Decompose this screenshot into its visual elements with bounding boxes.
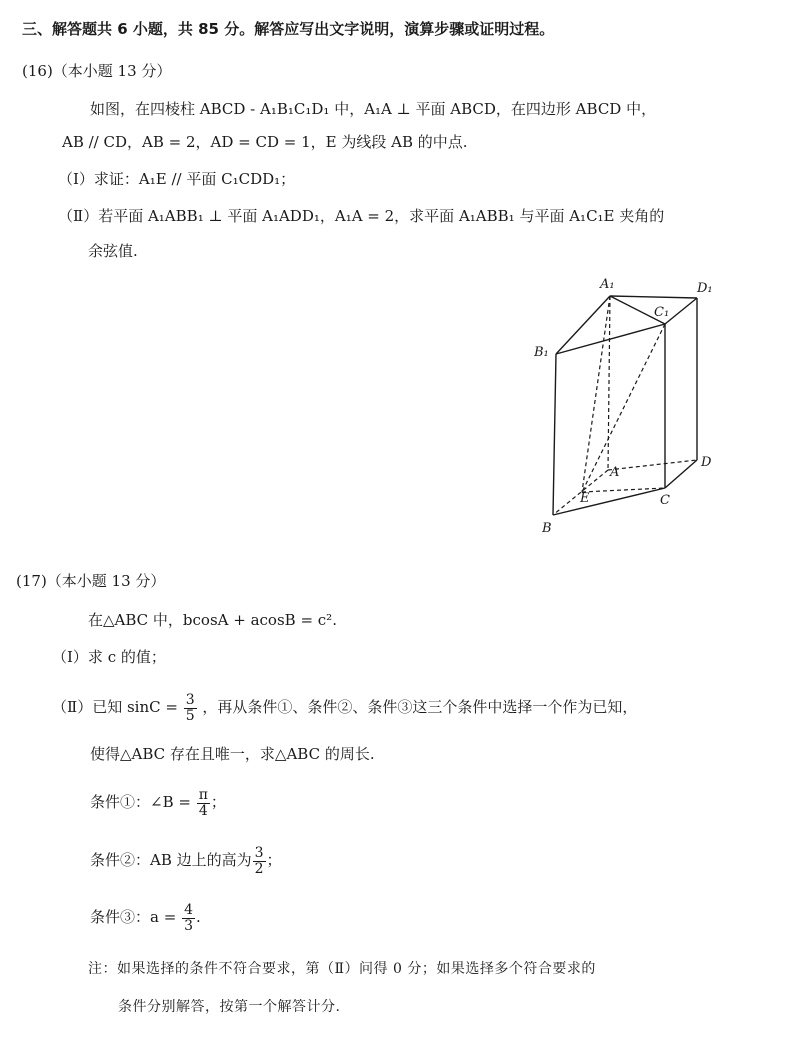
- cond1-denominator: 4: [198, 802, 208, 819]
- label-a1: A₁: [600, 277, 615, 292]
- label-b1: B₁: [534, 345, 549, 360]
- cond1-numerator: π: [198, 786, 208, 803]
- q17-part2-prefix: （Ⅱ）已知 sinC =: [52, 698, 178, 716]
- cond2-prefix: 条件②：AB 边上的高为: [90, 851, 252, 869]
- q16-stem-line2: AB // CD，AB = 2，AD = CD = 1，E 为线段 AB 的中点.: [62, 133, 468, 151]
- q17-condition1: [90, 785, 226, 819]
- label-a: A: [610, 465, 620, 480]
- cond2-fraction: [253, 846, 266, 877]
- q17-part2-line1: [52, 690, 637, 724]
- cond3-fraction: [182, 903, 195, 934]
- prism-figure: [520, 270, 750, 540]
- label-b: B: [542, 521, 552, 536]
- edge-a1-d1: [610, 296, 697, 298]
- label-e: E: [580, 491, 590, 506]
- label-c1: C₁: [654, 305, 670, 320]
- cond3-numerator: 4: [184, 901, 193, 918]
- q17-note-line1: 注：如果选择的条件不符合要求，第（Ⅱ）问得 0 分；如果选择多个符合要求的: [88, 961, 596, 977]
- q16-stem-line1: 如图，在四棱柱 ABCD - A₁B₁C₁D₁ 中，A₁A ⊥ 平面 ABCD，在四边形 ABCD 中，: [90, 100, 657, 118]
- q17-stem: 在△ABC 中，bcosA + acosB = c².: [88, 611, 337, 629]
- q17-part2-line2: 使得△ABC 存在且唯一，求△ABC 的周长.: [90, 745, 375, 763]
- edge-c-d: [665, 460, 697, 488]
- label-d1: D₁: [697, 281, 713, 296]
- edge-b1-c1: [556, 324, 665, 354]
- cond1-prefix: 条件①：∠B =: [90, 793, 191, 811]
- q16-title: (16)（本小题 13 分）: [22, 62, 172, 80]
- edge-c1-d1: [665, 298, 697, 324]
- q17-sinc-fraction: [184, 693, 197, 724]
- cond1-suffix: ；: [210, 793, 226, 811]
- q16-part2-line2: 余弦值.: [88, 242, 138, 260]
- edge-a1-a: [608, 296, 610, 470]
- cond3-suffix: .: [195, 908, 201, 926]
- q17-part2-suffix: ，再从条件①、条件②、条件③这三个条件中选择一个作为已知，: [202, 698, 638, 716]
- sinc-numerator: 3: [185, 691, 195, 708]
- edge-b1-b: [553, 354, 556, 515]
- cond3-prefix: 条件③：a =: [90, 908, 177, 926]
- q17-title: (17)（本小题 13 分）: [16, 572, 166, 590]
- cond3-denominator: 3: [184, 917, 193, 934]
- q17-condition2: [90, 843, 282, 877]
- cond2-numerator: 3: [254, 844, 264, 861]
- cond2-denominator: 2: [254, 860, 264, 877]
- q17-condition3: [90, 900, 201, 934]
- edge-a-d: [608, 460, 697, 470]
- q17-note-line2: 条件分别解答，按第一个解答计分.: [118, 999, 341, 1015]
- cond2-suffix: ；: [266, 851, 282, 869]
- q16-part1: （Ⅰ）求证：A₁E // 平面 C₁CDD₁；: [58, 170, 296, 188]
- cond1-fraction: [197, 788, 210, 819]
- section-header: 三、解答题共 6 小题，共 85 分。解答应写出文字说明，演算步骤或证明过程。: [22, 20, 555, 38]
- sinc-denominator: 5: [185, 707, 195, 724]
- q17-part1: （Ⅰ）求 c 的值；: [52, 648, 166, 666]
- label-d: D: [701, 455, 712, 470]
- edge-b1-a1: [556, 296, 610, 354]
- q16-part2-line1: （Ⅱ）若平面 A₁ABB₁ ⊥ 平面 A₁ADD₁，A₁A = 2，求平面 A₁ABB₁ 与平面 A₁C₁E 夹角的: [58, 207, 665, 225]
- label-c: C: [660, 493, 670, 508]
